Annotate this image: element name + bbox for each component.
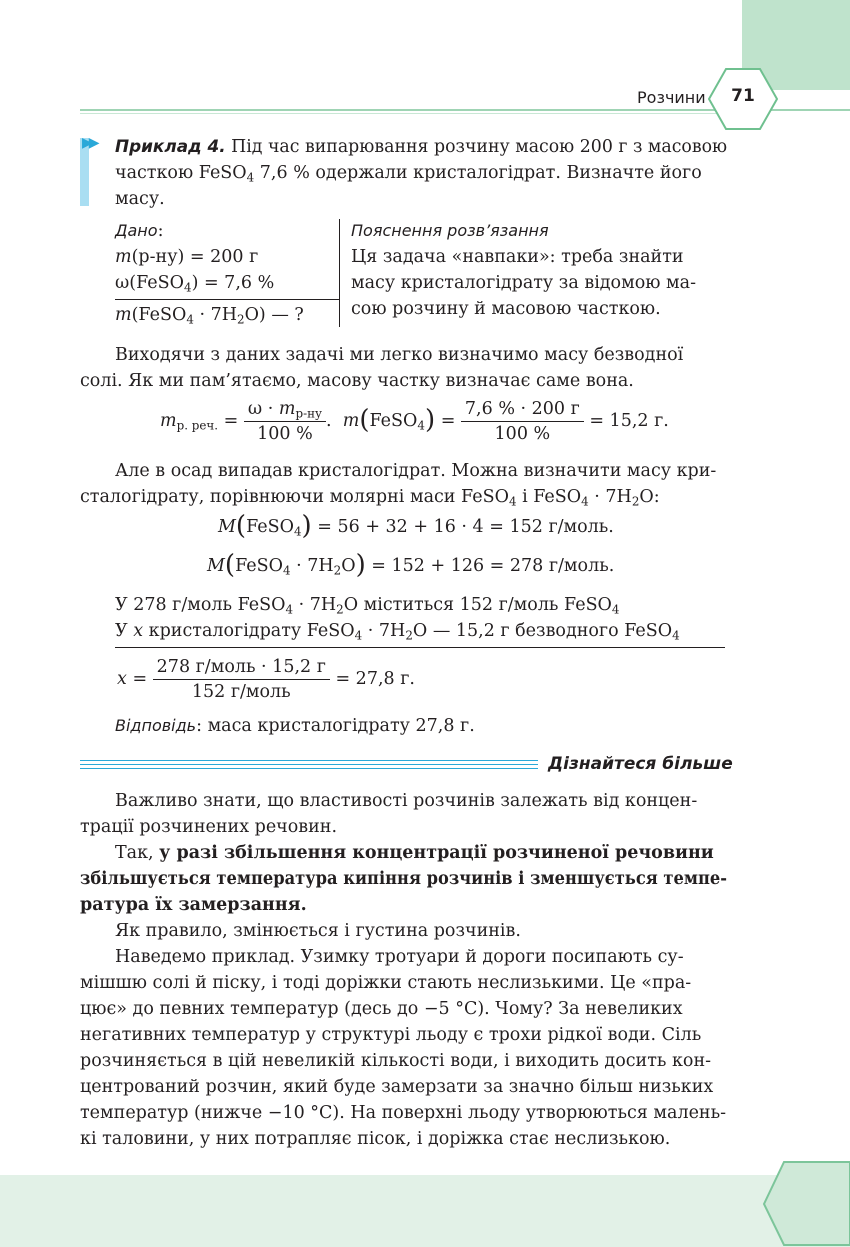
body-p4-line-3: цює» до певних температур (десь до −5 °С). Чому? За невеликих <box>80 999 683 1019</box>
fraction-1: $\frac{\omega \cdot m_{р-ну}}{100 \%}$ <box>244 399 326 444</box>
given-find: m(FeSO$_4$ · $7H_2O$) — ? <box>115 305 304 327</box>
given-omega: ω(FeSO$_4$) = 7,6 % <box>115 273 275 295</box>
given-divider-horizontal <box>115 299 339 300</box>
learn-more-rule-1 <box>80 760 538 761</box>
given-divider-vertical <box>339 219 340 327</box>
body-p1-line-1: Важливо знати, що властивості розчинів залежать від концен- <box>115 791 698 811</box>
example-label: Приклад 4. <box>115 137 226 157</box>
fraction-x: $\frac{\text{278 г/моль · 15,2 г}}{\text{152 г/моль}}$ <box>153 657 330 702</box>
body-p4-line-5: розчиняється в цій невеликій кількості води, і виходить досить кон- <box>80 1051 712 1071</box>
running-head: Розчини <box>637 88 706 107</box>
learn-more-rule-3 <box>80 768 538 769</box>
explanation-line-2: масу кристалогідрату за відомою ма- <box>351 273 697 293</box>
body-p3: Як правило, змінюється і густина розчинів. <box>115 921 521 941</box>
body-p4-line-2: мішшю солі й піску, і тоді доріжки стають неслизькими. Це «пра- <box>80 973 692 993</box>
body-p4-line-8: кі таловини, у них потрапляє пісок, і доріжка стає неслизькою. <box>80 1129 671 1149</box>
formula-x: x = $\frac{\text{278 г/моль · 15,2 г}}{\text{152 г/моль}}$ = 27,8 г. <box>117 657 415 702</box>
body-p1-line-2: трації розчинених речовин. <box>80 817 338 837</box>
given-title: Дано: <box>115 221 164 241</box>
para1-line-1: Виходячи з даних задачі ми легко визначимо масу безводної <box>115 345 684 365</box>
body-p4-line-4: негативних температур у структурі льоду є трохи рідкої води. Сіль <box>80 1025 702 1045</box>
body-p4-line-1: Наведемо приклад. Узимку тротуари й дороги посипають су- <box>115 947 684 967</box>
body-p2-line-3: ратура їх замерзання. <box>80 895 307 915</box>
para2-line-1: Але в осад випадав кристалогідрат. Можна визначити масу кри- <box>115 461 717 481</box>
molar-mass-hydrate: M(FeSO$_4$ · $7H_2O) = 152 + 126 = 278$ г/моль. <box>207 550 615 580</box>
page-number: 71 <box>731 86 755 106</box>
para1-line-2: солі. Як ми пам’ятаємо, масову частку визначає саме вона. <box>80 371 634 391</box>
footer-band <box>0 1175 850 1247</box>
proportion-row-1: У 278 г/моль FeSO$_4$ · $7H_2O$ міститься 152 г/моль FeSO$_4$ <box>115 595 620 617</box>
proportion-rule <box>115 647 725 648</box>
formula-mass-fraction: $m_{р. реч.}$ = $\frac{\omega \cdot m_{р-ну}}{100 \%}$ . m(FeSO$_4$) = $\frac{7,6 \% \cdot 200 г}{100 \%}$ = 15,2 г. <box>160 399 669 444</box>
body-p4-line-7: температур (нижче −10 °С). На поверхні льоду утворюються малень- <box>80 1103 727 1123</box>
fraction-2: $\frac{7,6 \% \cdot 200 г}{100 \%}$ <box>461 399 584 444</box>
explanation-line-3: сою розчину й масовою часткою. <box>351 299 661 319</box>
example-line-1: Приклад 4. Під час випарювання розчину масою 200 г з масовою <box>115 137 728 157</box>
footer-hexagon <box>762 1160 850 1247</box>
para2-line-2: сталогідрату, порівнюючи молярні маси FeSO$_4$ і FeSO$_4$ · $7H_2O$: <box>80 487 660 509</box>
body-p4-line-6: центрований розчин, який буде замерзати за значно більш низьких <box>80 1077 714 1097</box>
answer: Відповідь: маса кристалогідрату 27,8 г. <box>115 716 475 736</box>
body-p2-line-2: збільшується температура кипіння розчинів і зменшується темпе- <box>80 869 727 889</box>
explanation-line-1: Ця задача «навпаки»: треба знайти <box>351 247 684 267</box>
molar-mass-feso4: M(FeSO$_4$) = 56 + 32 + 16 · 4 = 152 г/моль. <box>218 511 614 541</box>
header-rule-thin <box>80 113 720 114</box>
proportion-row-2: У x кристалогідрату FeSO$_4$ · $7H_2O$ — 15,2 г безводного FeSO$_4$ <box>115 621 680 643</box>
body-p2-line-1: Так, у разі збільшення концентрації розчиненої речовини <box>115 843 714 863</box>
explanation-title: Пояснення розв’язання <box>351 221 549 240</box>
learn-more-rule-2 <box>80 764 538 765</box>
given-mass: m(р-ну) = 200 г <box>115 247 259 267</box>
double-arrow-icon: ▶▶ <box>82 135 96 151</box>
example-line-3: масу. <box>115 189 165 209</box>
example-line-2: часткою FeSO$_4$ 7,6 % одержали кристалогідрат. Визначте його <box>115 163 702 185</box>
learn-more-title: Дізнайтеся більше <box>548 754 733 774</box>
